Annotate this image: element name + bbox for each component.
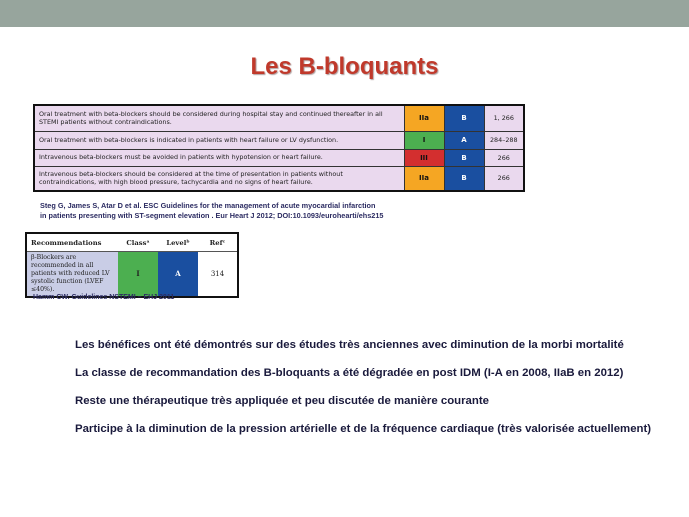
class-cell: III xyxy=(404,149,444,166)
esc-citation-line-1: Steg G, James S, Atar D et al. ESC Guidelines for the management of acute myocardial infarction xyxy=(40,201,376,210)
header-ref: Refᶜ xyxy=(198,233,238,252)
esc-citation xyxy=(40,201,480,220)
ref-cell: 284–288 xyxy=(484,131,524,149)
table-row xyxy=(34,131,524,149)
level-cell: B xyxy=(444,105,484,131)
ref-cell: 1, 266 xyxy=(484,105,524,131)
class-cell: IIa xyxy=(404,105,444,131)
recommendation-text: β-Blockers are recommended in all patients with reduced LV systolic function (LVEF ≤40%). xyxy=(26,252,118,298)
level-cell: B xyxy=(444,149,484,166)
ref-cell: 266 xyxy=(484,149,524,166)
nstemi-citation: Hamm CW. Guidelines NSTEMI – EHJ 2011 xyxy=(33,294,175,301)
table-row xyxy=(34,105,524,131)
header-recommendations: Recommendations xyxy=(26,233,118,252)
class-cell: I xyxy=(118,252,158,298)
bullet-list xyxy=(75,338,685,450)
table-row xyxy=(26,252,238,298)
level-cell: A xyxy=(444,131,484,149)
class-cell: IIa xyxy=(404,166,444,191)
recommendation-text: Oral treatment with beta-blockers is indicated in patients with heart failure or LV dysfunction. xyxy=(34,131,404,149)
nstemi-recommendations-table xyxy=(25,232,239,298)
header-class: Classᵃ xyxy=(118,233,158,252)
recommendation-text: Intravenous beta-blockers must be avoided in patients with hypotension or heart failure. xyxy=(34,149,404,166)
recommendation-text: Intravenous beta-blockers should be considered at the time of presentation in patients without contraindications, with high blood pressure, tachycardia and no signs of heart failure. xyxy=(34,166,404,191)
table-row xyxy=(34,166,524,191)
slide-top-bar xyxy=(0,0,689,27)
table-header-row xyxy=(26,233,238,252)
level-cell: B xyxy=(444,166,484,191)
ref-cell: 314 xyxy=(210,270,225,278)
level-cell: A xyxy=(158,252,198,298)
header-level: Levelᵇ xyxy=(158,233,198,252)
list-item: La classe de recommandation des B-bloquants a été dégradée en post IDM (I-A en 2008, IIaB en 2012) xyxy=(75,367,624,379)
recommendation-text: Oral treatment with beta-blockers should be considered during hospital stay and continued thereafter in all STEMI patients without contraindications. xyxy=(34,105,404,131)
list-item: Participe à la diminution de la pression artérielle et de la fréquence cardiaque (très valorisée actuellement) xyxy=(75,423,652,435)
class-cell: I xyxy=(404,131,444,149)
slide-title: Les B-bloquants xyxy=(250,53,439,80)
table-row xyxy=(34,149,524,166)
esc-recommendations-table xyxy=(33,104,525,192)
ref-cell: 266 xyxy=(484,166,524,191)
list-item: Les bénéfices ont été démontrés sur des études très anciennes avec diminution de la morbi mortalité xyxy=(75,339,624,351)
esc-citation-line-2: in patients presenting with ST-segment elevation . Eur Heart J 2012; DOI:10.1093/eurohearti/ehs215 xyxy=(40,210,384,220)
list-item: Reste une thérapeutique très appliquée et peu discutée de manière courante xyxy=(75,395,489,407)
